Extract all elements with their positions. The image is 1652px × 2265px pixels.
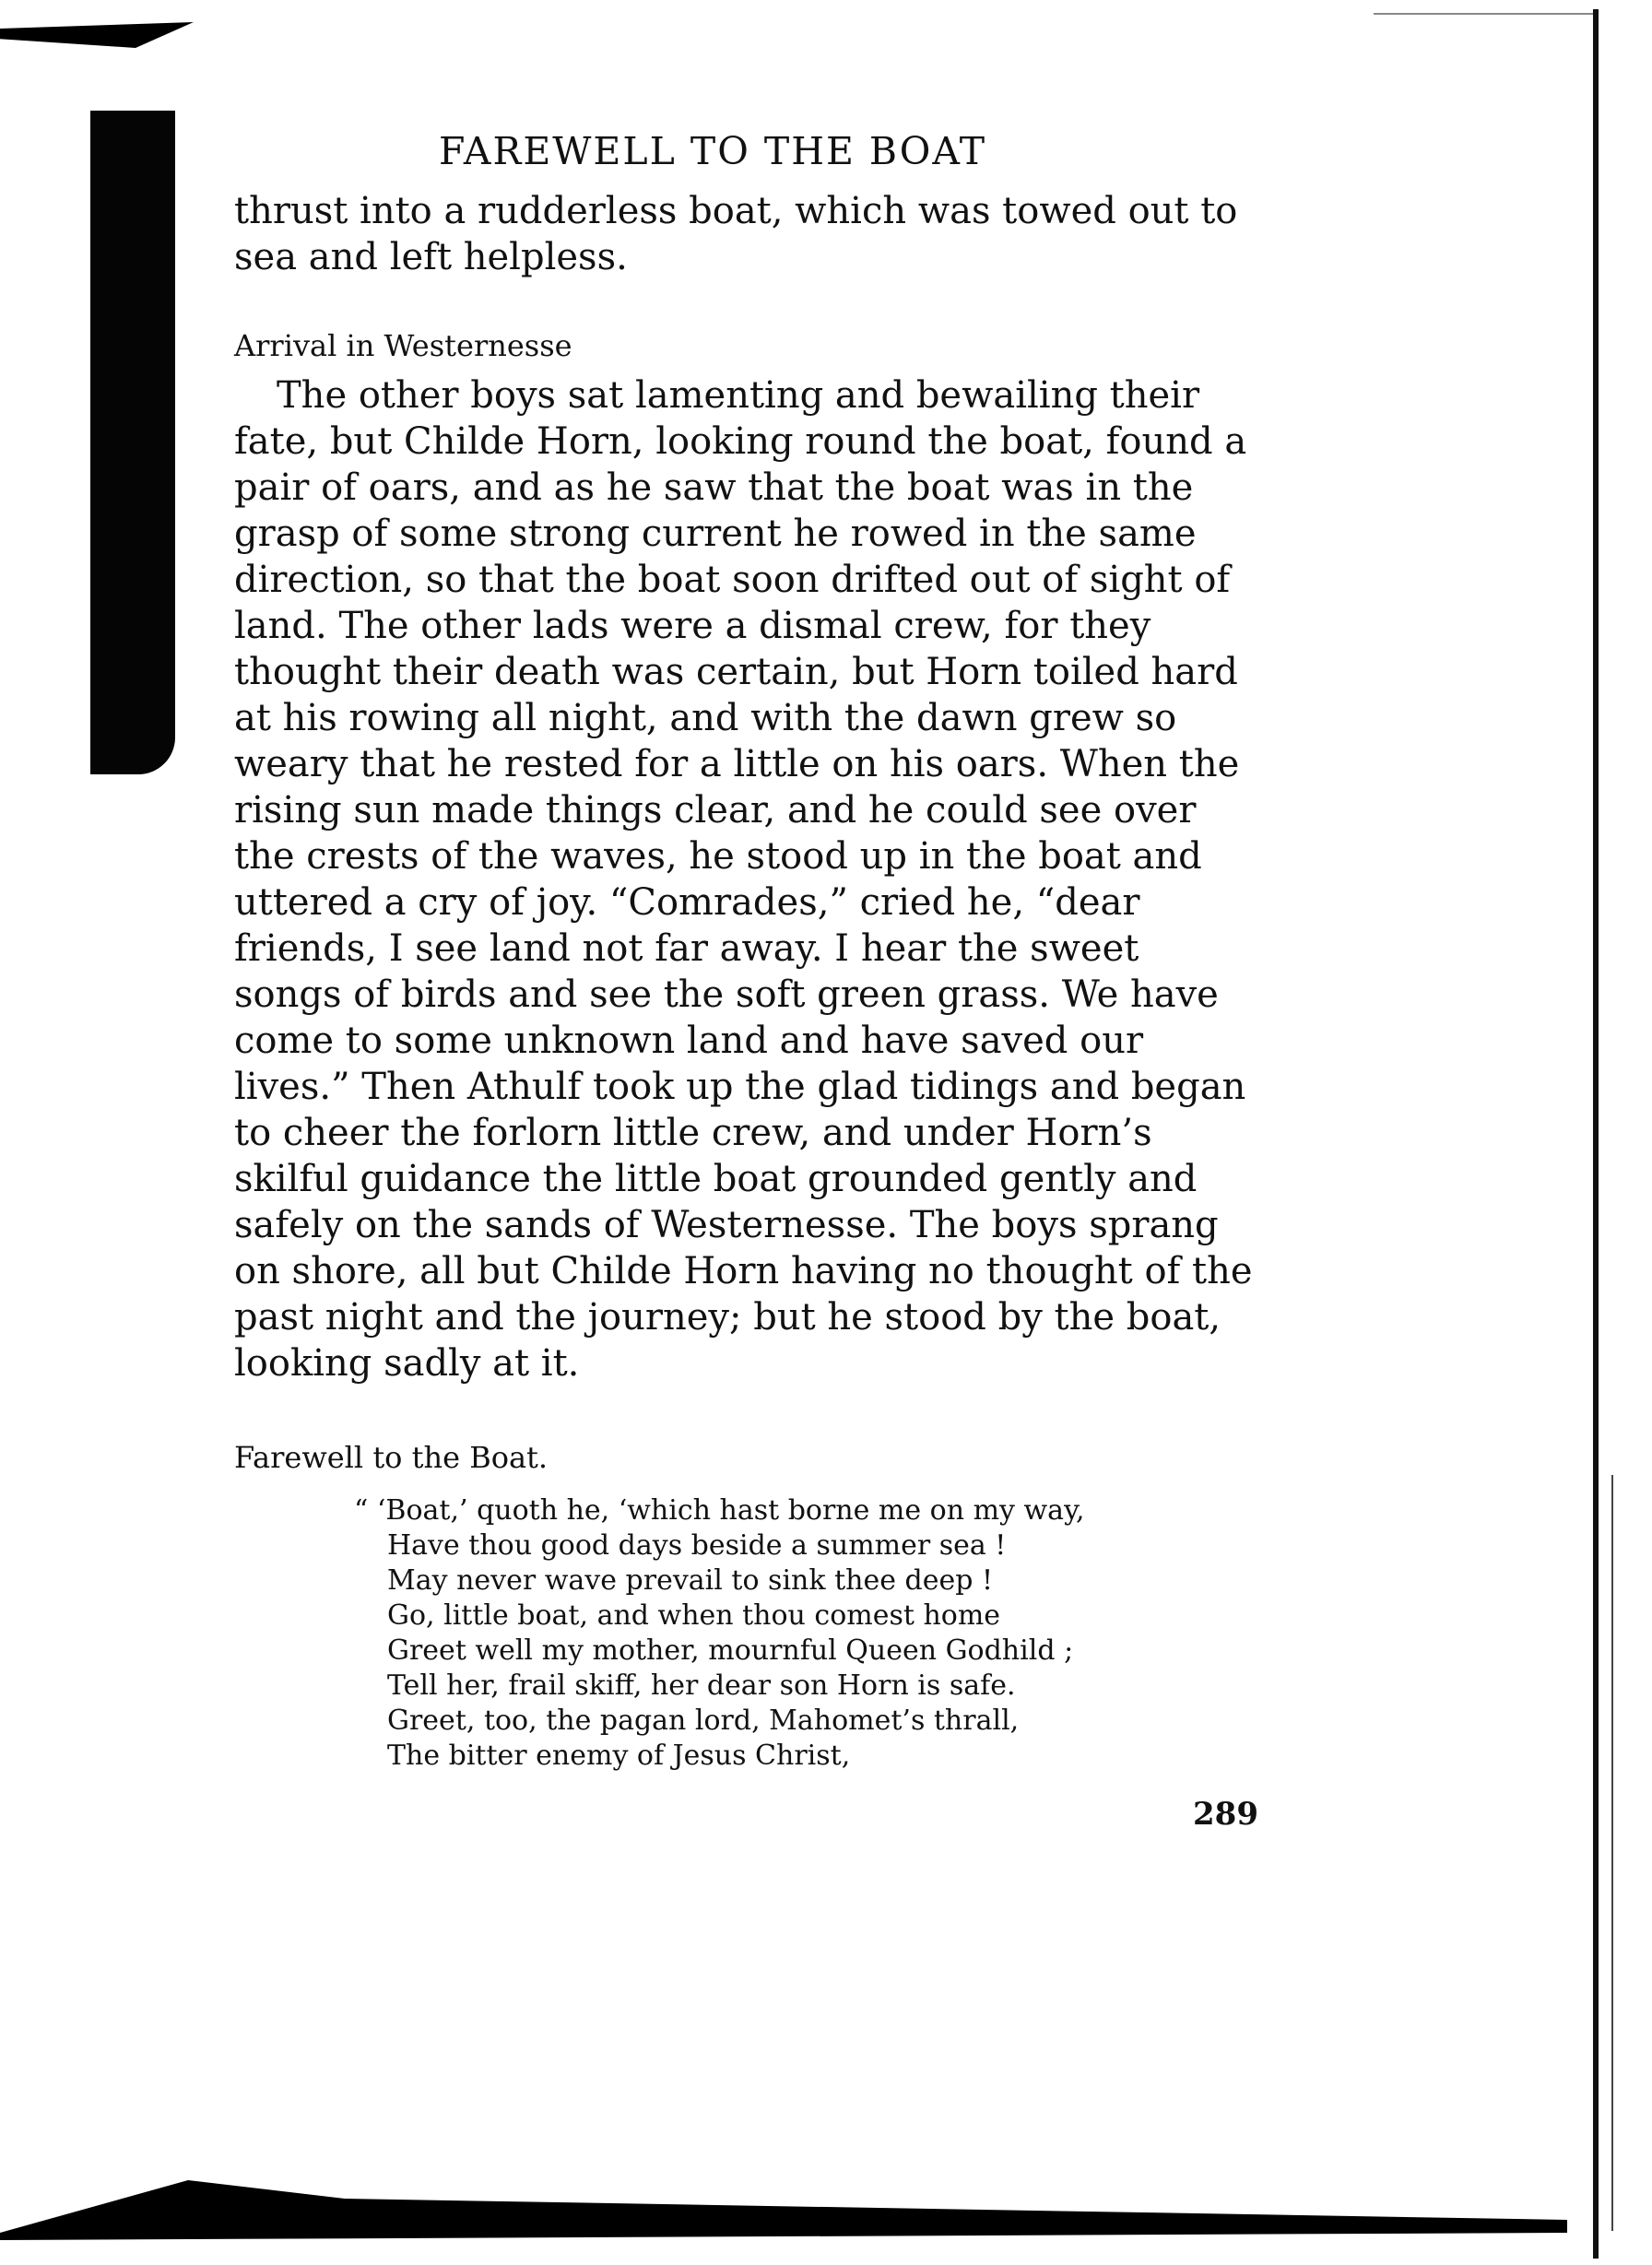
verse-line: Greet well my mother, mournful Queen Godhild ; xyxy=(387,1634,1074,1667)
verse-line: Go, little boat, and when thou comest home xyxy=(387,1599,1001,1632)
scan-shadow-binding xyxy=(90,111,175,774)
verse-line: The bitter enemy of Jesus Christ, xyxy=(387,1740,851,1772)
main-paragraph xyxy=(234,372,1257,1386)
scan-page-edge xyxy=(1593,9,1599,2259)
verse-block xyxy=(354,1493,1202,1774)
paragraph-arrival: The other boys sat lamenting and bewailing their fate, but Childe Horn, looking round the boat, found a pair of oars, and as he saw that the boat was in the grasp of some strong current he rowed in the same direction, so that the boat soon drifted out of sight of land. The other lads were a dismal crew, for they thought their death was certain, but Horn toiled hard at his rowing all night, and with the dawn grew so weary that he rested for a little on his oars. When the rising sun made things clear, and he could see over the crests of the waves, he stood up in the boat and uttered a cry of joy. “Comrades,” cried he, “dear friends, I see land not far away. I hear the sweet songs of birds and see the soft green grass. We have come to some unknown land and have saved our lives.” Then Athulf took up the glad tidings and began to cheer the forlorn little crew, and under Horn’s skilful guidance the little boat grounded gently and safely on the sands of Westernesse. The boys sprang on shore, all but Childe Horn having no thought of the past night and the journey; but he stood by the boat, looking sadly at it. xyxy=(234,374,1253,1385)
verse-line: Tell her, frail skiff, her dear son Horn is safe. xyxy=(387,1669,1016,1702)
sidenote-farewell: Farewell to the Boat. xyxy=(234,1440,549,1475)
scan-rule-top xyxy=(1374,13,1595,15)
continuation-paragraph: thrust into a rudderless boat, which was towed out to sea and left helpless. xyxy=(234,190,1238,278)
scan-shadow-top xyxy=(0,22,194,48)
page-number: 289 xyxy=(1193,1796,1258,1833)
scan-shadow-bottom xyxy=(0,2148,1567,2240)
sidenote-arrival: Arrival in Westernesse xyxy=(234,328,572,363)
running-head: FAREWELL TO THE BOAT xyxy=(439,129,987,173)
verse-line: “ ‘Boat,’ quoth he, ‘which hast borne me on my way, xyxy=(354,1494,1085,1527)
verse-line: Have thou good days beside a summer sea ! xyxy=(387,1529,1007,1562)
continuation-text xyxy=(234,188,1257,280)
verse-line: May never wave prevail to sink thee deep ! xyxy=(387,1564,994,1597)
scan-page-edge-inner xyxy=(1611,1475,1613,2231)
verse-line: Greet, too, the pagan lord, Mahomet’s thrall, xyxy=(387,1705,1020,1737)
